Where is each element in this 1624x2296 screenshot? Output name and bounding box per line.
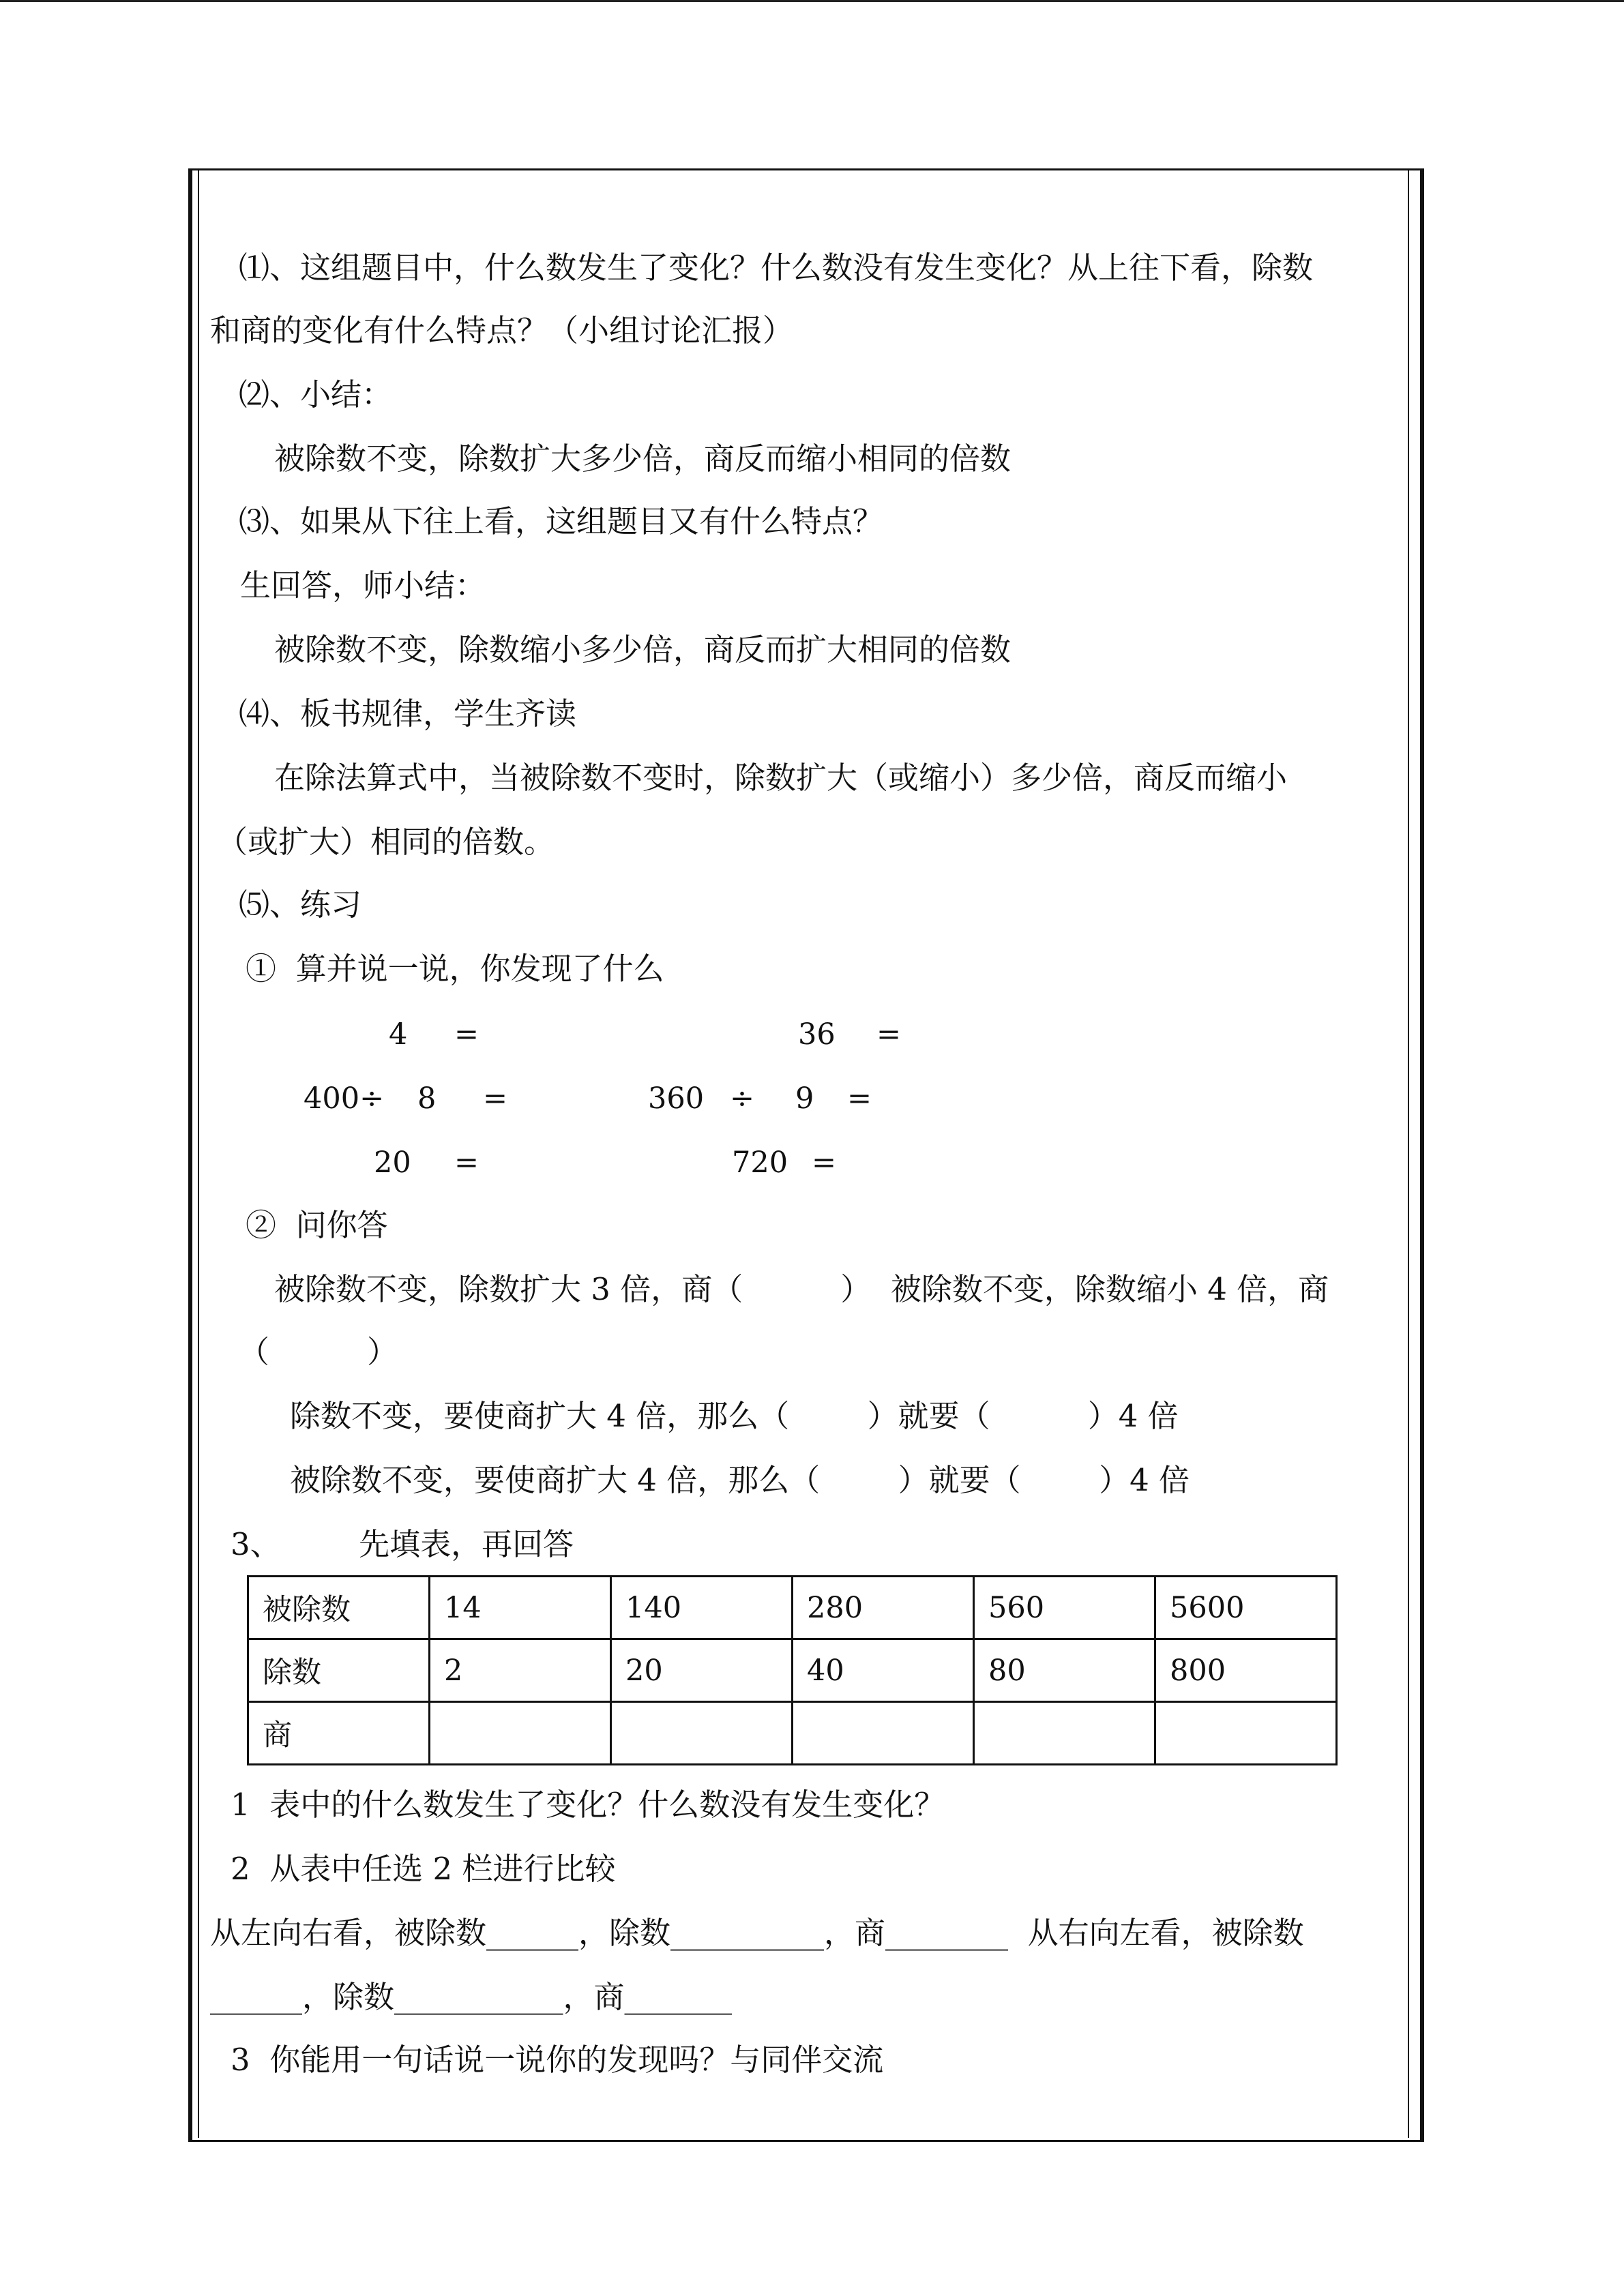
right-dividend: 360: [648, 1082, 705, 1116]
table-cell: 20: [611, 1639, 793, 1702]
left-divisor-top: 4: [389, 1017, 408, 1052]
frame-inner-right-rule: [1408, 170, 1409, 2138]
left-equals-mid: =: [483, 1082, 508, 1116]
table-cell: 40: [793, 1639, 974, 1702]
table-question-2-line-1: 从左向右看，被除数______，除数__________，商________ 从右向左看，被除数: [210, 1915, 1304, 1951]
table-row: [248, 1639, 1337, 1702]
question-2-heading: ⑵、小结：: [239, 376, 393, 413]
table-question-1: 1 表中的什么数发生了变化？什么数没有发生变化？: [231, 1787, 945, 1823]
question-1-line-1: ⑴、这组题目中，什么数发生了变化？什么数没有发生变化？从上往下看，除数: [239, 250, 1314, 286]
table-cell: 800: [1155, 1639, 1337, 1702]
practice-1-prompt: ① 算并说一说，你发现了什么: [246, 951, 664, 987]
left-equals-bottom: =: [454, 1146, 479, 1180]
table-question-2-line-2: ______，除数___________，商_______: [210, 1979, 733, 2015]
table-cell: 560: [974, 1577, 1155, 1639]
table-cell: 280: [793, 1577, 974, 1639]
left-divisor-bottom: 20: [374, 1146, 411, 1180]
right-operator: ÷: [730, 1082, 755, 1116]
right-divisor-bottom: 720: [732, 1146, 788, 1180]
table-cell: [793, 1702, 974, 1765]
table-cell: 80: [974, 1639, 1155, 1702]
section-3-heading: 3、 先填表，再回答: [231, 1526, 574, 1562]
frame-inner-left-rule: [198, 170, 199, 2138]
table-cell: 除数: [248, 1639, 430, 1702]
table-cell: 5600: [1155, 1577, 1337, 1639]
question-3-heading: ⑶、如果从下往上看，这组题目又有什么特点？: [239, 503, 884, 539]
practice-2-line-2: （ ）: [239, 1334, 398, 1370]
table-cell: 商: [248, 1702, 430, 1765]
question-4-heading: ⑷、板书规律，学生齐读: [239, 696, 577, 732]
right-equals-bottom: =: [812, 1146, 837, 1180]
summary-2: 被除数不变，除数缩小多少倍，商反而扩大相同的倍数: [274, 631, 1012, 668]
fill-in-table: [247, 1575, 1338, 1765]
table-cell: [430, 1702, 611, 1765]
table-question-3: 3 你能用一句话说一说你的发现吗？与同伴交流: [231, 2042, 884, 2078]
rule-line-1: 在除法算式中，当被除数不变时，除数扩大（或缩小）多少倍，商反而缩小: [274, 760, 1288, 796]
table-cell: 14: [430, 1577, 611, 1639]
practice-2-line-4: 被除数不变，要使商扩大 4 倍，那么（ ）就要（ ）4 倍: [290, 1462, 1190, 1498]
table-cell: 2: [430, 1639, 611, 1702]
question-3-answer-intro: 生回答，师小结：: [240, 567, 486, 603]
table-cell: 140: [611, 1577, 793, 1639]
practice-2-line-1: 被除数不变，除数扩大 3 倍，商（ ） 被除数不变，除数缩小 4 倍，商: [274, 1271, 1329, 1307]
right-divisor-top: 36: [798, 1017, 836, 1052]
rule-line-2: （或扩大）相同的倍数。: [217, 824, 555, 860]
table-cell: [611, 1702, 793, 1765]
right-equals-top: =: [876, 1017, 902, 1052]
table-cell: [1155, 1702, 1337, 1765]
summary-1: 被除数不变，除数扩大多少倍，商反而缩小相同的倍数: [274, 441, 1012, 477]
page-top-rule: [0, 0, 1624, 2]
left-divisor-mid: 8: [417, 1082, 437, 1116]
practice-heading: ⑸、练习: [239, 886, 362, 923]
right-divisor-mid: 9: [795, 1082, 814, 1116]
table-cell: [974, 1702, 1155, 1765]
left-equals-top: =: [454, 1017, 479, 1052]
practice-2-prompt: ② 问你答: [246, 1207, 388, 1243]
table-row: [248, 1577, 1337, 1639]
table-cell: 被除数: [248, 1577, 430, 1639]
left-dividend: 400÷: [304, 1082, 385, 1116]
question-1-line-2: 和商的变化有什么特点？（小组讨论汇报）: [210, 312, 794, 348]
table-question-2: 2 从表中任选 2 栏进行比较: [231, 1851, 616, 1887]
table-row: [248, 1702, 1337, 1765]
right-equals-mid: =: [847, 1082, 872, 1116]
practice-2-line-3: 除数不变，要使商扩大 4 倍，那么（ ）就要（ ）4 倍: [290, 1398, 1179, 1434]
